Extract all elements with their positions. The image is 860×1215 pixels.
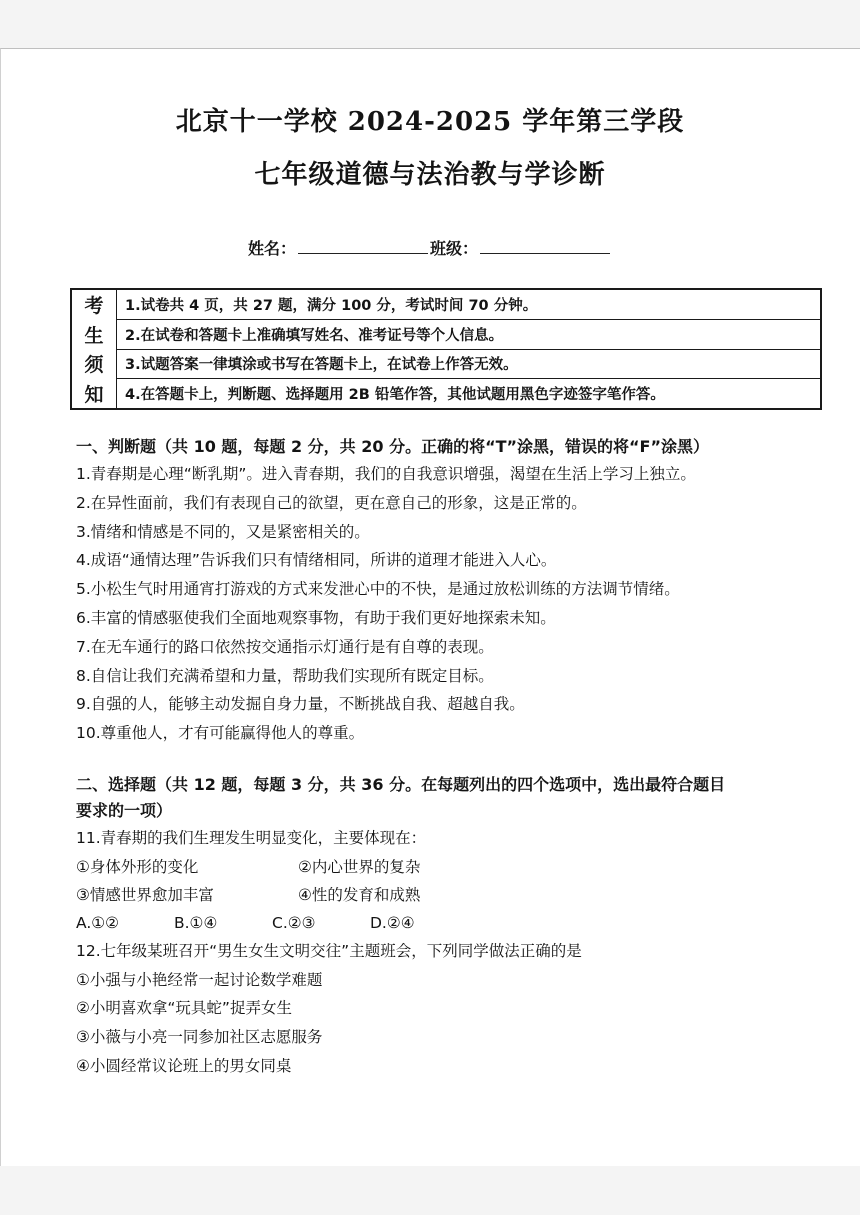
q12-option: ②小明喜欢拿“玩具蛇”捉弄女生 bbox=[76, 999, 292, 1018]
question-item: 5.小松生气时用通宵打游戏的方式来发泄心中的不快，是通过放松训练的方法调节情绪。 bbox=[76, 580, 680, 599]
q11-choice: C.②③ bbox=[272, 913, 316, 932]
q12-option: ④小圆经常议论班上的男女同桌 bbox=[76, 1056, 292, 1075]
question-item: 3.情绪和情感是不同的，又是紧密相关的。 bbox=[76, 522, 370, 541]
question-item: 7.在无车通行的路口依然按交通指示灯通行是有自尊的表现。 bbox=[76, 637, 494, 656]
q11-stem: 11.青春期的我们生理发生明显变化，主要体现在： bbox=[76, 828, 427, 847]
exam-title-line1: 北京十一学校 2024-2025 学年第三学段 bbox=[175, 107, 685, 137]
question-item: 8.自信让我们充满希望和力量，帮助我们实现所有既定目标。 bbox=[76, 666, 494, 685]
q12-stem: 12.七年级某班召开“男生女生文明交往”主题班会，下列同学做法正确的是 bbox=[76, 941, 582, 960]
name-label: 姓名： bbox=[247, 239, 296, 258]
notice-items bbox=[117, 290, 820, 408]
q11-option: ③情感世界愈加丰富 bbox=[76, 885, 214, 904]
question-item: 2.在异性面前，我们有表现自己的欲望，更在意自己的形象，这是正常的。 bbox=[76, 493, 587, 512]
q11-option: ④性的发育和成熟 bbox=[298, 885, 421, 904]
notice-heading-char: 知 bbox=[84, 383, 104, 406]
q11-option: ②内心世界的复杂 bbox=[298, 857, 421, 876]
class-blank bbox=[480, 239, 610, 254]
notice-item: 3.试题答案一律填涂或书写在答题卡上，在试卷上作答无效。 bbox=[117, 350, 820, 380]
exam-content bbox=[76, 434, 836, 1081]
question-item: 4.成语“通情达理”告诉我们只有情绪相同，所讲的道理才能进入人心。 bbox=[76, 551, 557, 570]
q11-choice: A.①② bbox=[76, 913, 120, 932]
exam-notice-box bbox=[70, 288, 822, 410]
q11-options-row1 bbox=[76, 853, 836, 881]
notice-item: 4.在答题卡上，判断题、选择题用 2B 铅笔作答，其他试题用黑色字迹签字笔作答。 bbox=[125, 387, 665, 404]
q11-choice: D.②④ bbox=[370, 913, 415, 932]
q11-choices bbox=[76, 909, 836, 937]
notice-heading-char: 生 bbox=[84, 324, 104, 347]
notice-heading-char: 考 bbox=[84, 295, 104, 318]
notice-heading bbox=[72, 290, 117, 408]
q11-option: ①身体外形的变化 bbox=[76, 857, 199, 876]
q12-option: ③小薇与小亮一同参加社区志愿服务 bbox=[76, 1028, 323, 1047]
q12-option: ①小强与小艳经常一起讨论数学难题 bbox=[76, 970, 323, 989]
question-item: 10.尊重他人，才有可能赢得他人的尊重。 bbox=[76, 724, 365, 743]
section2-heading-line2: 要求的一项） bbox=[76, 800, 173, 820]
name-blank bbox=[298, 239, 428, 254]
q11-options-row2 bbox=[76, 881, 836, 909]
question-item: 9.自强的人，能够主动发掘自身力量，不断挑战自我、超越自我。 bbox=[76, 695, 525, 714]
section1-heading: 一、判断题（共 10 题，每题 2 分，共 20 分。正确的将“T”涂黑，错误的将“F”涂黑） bbox=[76, 437, 709, 456]
exam-title-line2: 七年级道德与法治教与学诊断 bbox=[254, 160, 606, 190]
notice-heading-char: 须 bbox=[84, 354, 104, 377]
name-class-row bbox=[0, 236, 860, 259]
notice-item: 1.试卷共 4 页，共 27 题，满分 100 分，考试时间 70 分钟。 bbox=[117, 290, 820, 320]
class-label: 班级： bbox=[430, 239, 479, 258]
question-item: 6.丰富的情感驱使我们全面地观察事物，有助于我们更好地探索未知。 bbox=[76, 608, 556, 627]
section2-heading-line1: 二、选择题（共 12 题，每题 3 分，共 36 分。在每题列出的四个选项中，选出最符合题目 bbox=[76, 774, 726, 794]
question-item: 1.青春期是心理“断乳期”。进入青春期，我们的自我意识增强，渴望在生活上学习上独立。 bbox=[76, 465, 696, 483]
notice-item: 2.在试卷和答题卡上准确填写姓名、准考证号等个人信息。 bbox=[117, 320, 820, 350]
q11-choice: B.①④ bbox=[174, 913, 218, 932]
